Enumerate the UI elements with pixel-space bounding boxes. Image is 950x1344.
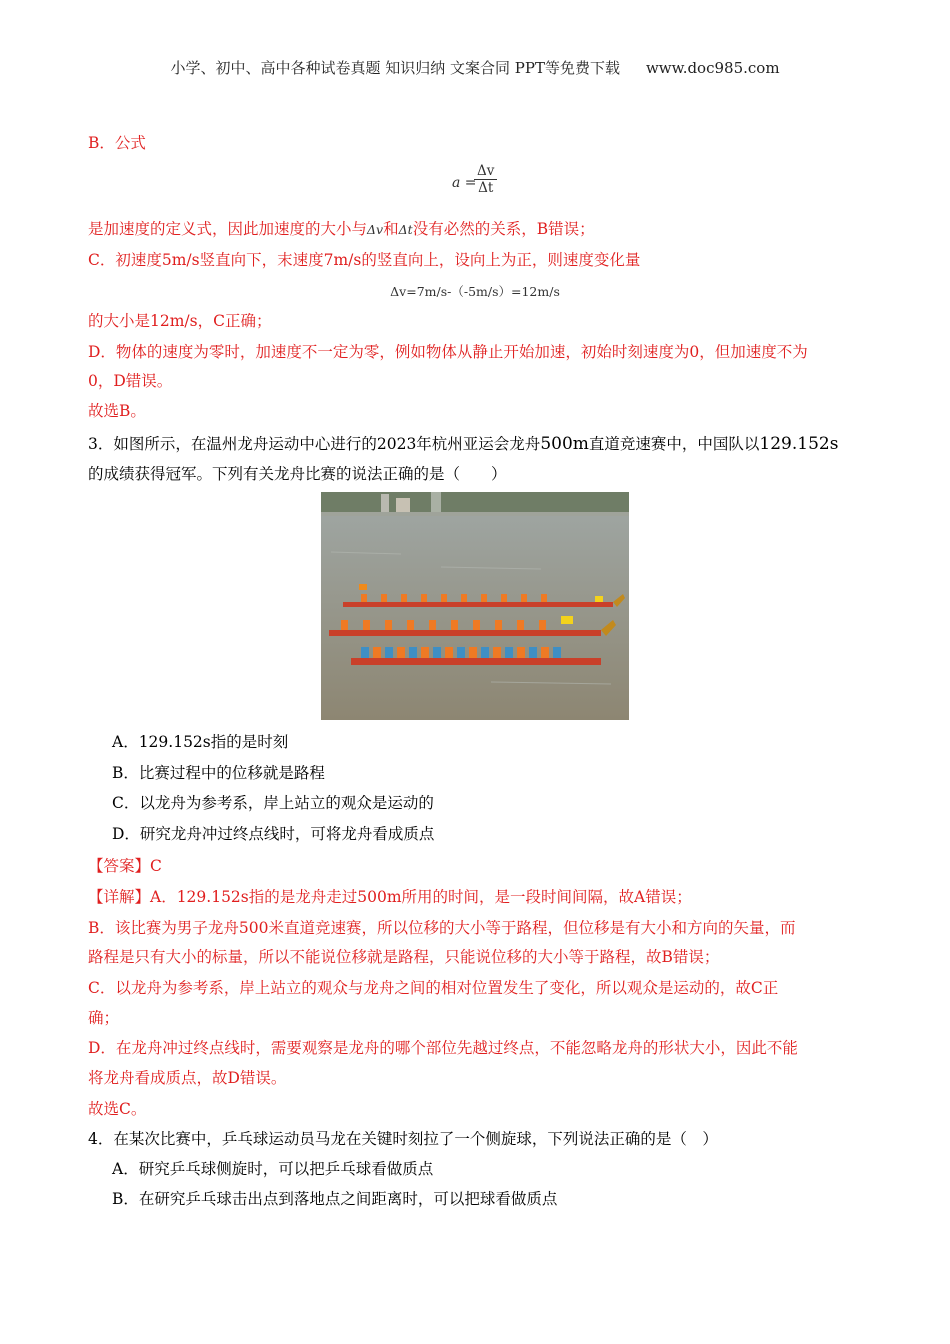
formula-numerator: Δv	[474, 163, 497, 180]
q3-stem-line-2: 的成绩获得冠军。下列有关龙舟比赛的说法正确的是（ ）	[88, 465, 507, 483]
b-delta-v: Δv	[367, 222, 384, 237]
q4-stem: 4．在某次比赛中，乒乓球运动员马龙在关键时刻拉了一个侧旋球，下列说法正确的是（ ）	[88, 1130, 718, 1148]
q4-option-b: B．在研究乒乓球击出点到落地点之间距离时，可以把球看做质点	[112, 1190, 558, 1208]
b-text-1: 是加速度的定义式，因此加速度的大小与	[88, 220, 368, 238]
header-text: 小学、初中、高中各种试卷真题 知识归纳 文案合同 PPT等免费下载	[170, 59, 620, 77]
header-url[interactable]: www.doc985.com	[645, 59, 780, 77]
q3-detail-3: 路程是只有大小的标量，所以不能说位移就是路程，只能说位移的大小等于路程，故B错误；	[88, 948, 720, 966]
option-d-text-1: D．物体的速度为零时，加速度不一定为零，例如物体从静止开始加速，初始时刻速度为0，但加速度不为	[88, 343, 808, 361]
option-b-title: B．公式	[88, 134, 146, 152]
b-delta-t: Δt	[398, 222, 413, 237]
q3-detail-5: 确；	[88, 1009, 120, 1027]
q4-option-a: A．研究乒乓球侧旋时，可以把乒乓球看做质点	[112, 1160, 434, 1178]
q3-option-d: D．研究龙舟冲过终点线时，可将龙舟看成质点	[112, 825, 435, 843]
page-header	[0, 58, 950, 78]
q3-stem-500m: 500m	[540, 434, 589, 454]
q3-option-a: A．129.152s指的是时刻	[112, 733, 289, 751]
q3-detail-1: 【详解】A．129.152s指的是龙舟走过500m所用的时间，是一段时间间隔，故A错误；	[88, 888, 692, 906]
option-d-text-2: 0，D错误。	[88, 372, 173, 390]
formula-fraction	[474, 163, 497, 196]
b-text-2: 没有必然的关系，B错误；	[412, 220, 595, 238]
q3-detail-4: C．以龙舟为参考系，岸上站立的观众与龙舟之间的相对位置发生了变化，所以观众是运动的，故C正	[88, 979, 779, 997]
formula-denominator: Δt	[478, 180, 494, 196]
q2-choose: 故选B。	[88, 402, 146, 420]
q3-answer: 【答案】C	[88, 857, 162, 875]
q3-stem-1b: 直道竞速赛中，中国队以	[588, 435, 760, 453]
option-c-text: C．初速度5m/s竖直向下，末速度7m/s的竖直向上，设向上为正，则速度变化量	[88, 251, 641, 269]
option-c-formula: Δv=7m/s-（-5m/s）=12m/s	[390, 284, 560, 299]
q3-detail-7: 将龙舟看成质点，故D错误。	[88, 1069, 287, 1087]
q3-detail-2: B．该比赛为男子龙舟500米直道竞速赛，所以位移的大小等于路程，但位移是有大小和方向的矢量，而	[88, 919, 796, 937]
b-and: 和	[383, 220, 399, 238]
q3-option-c: C．以龙舟为参考系，岸上站立的观众是运动的	[112, 794, 434, 812]
q3-stem-time: 129.152s	[759, 434, 839, 454]
q3-option-b: B．比赛过程中的位移就是路程	[112, 764, 325, 782]
formula-a: a =	[452, 175, 477, 191]
dragon-boat-photo	[321, 492, 629, 720]
q3-detail-6: D．在龙舟冲过终点线时，需要观察是龙舟的哪个部位先越过终点，不能忽略龙舟的形状大小，因此不能	[88, 1039, 798, 1057]
q3-choose: 故选C。	[88, 1100, 147, 1118]
q3-stem-1a: 3．如图所示，在温州龙舟运动中心进行的2023年杭州亚运会龙舟	[88, 435, 541, 453]
q3-stem-line-1	[88, 434, 838, 454]
option-b-explanation	[88, 219, 595, 240]
option-c-text-2: 的大小是12m/s，C正确；	[88, 312, 272, 330]
